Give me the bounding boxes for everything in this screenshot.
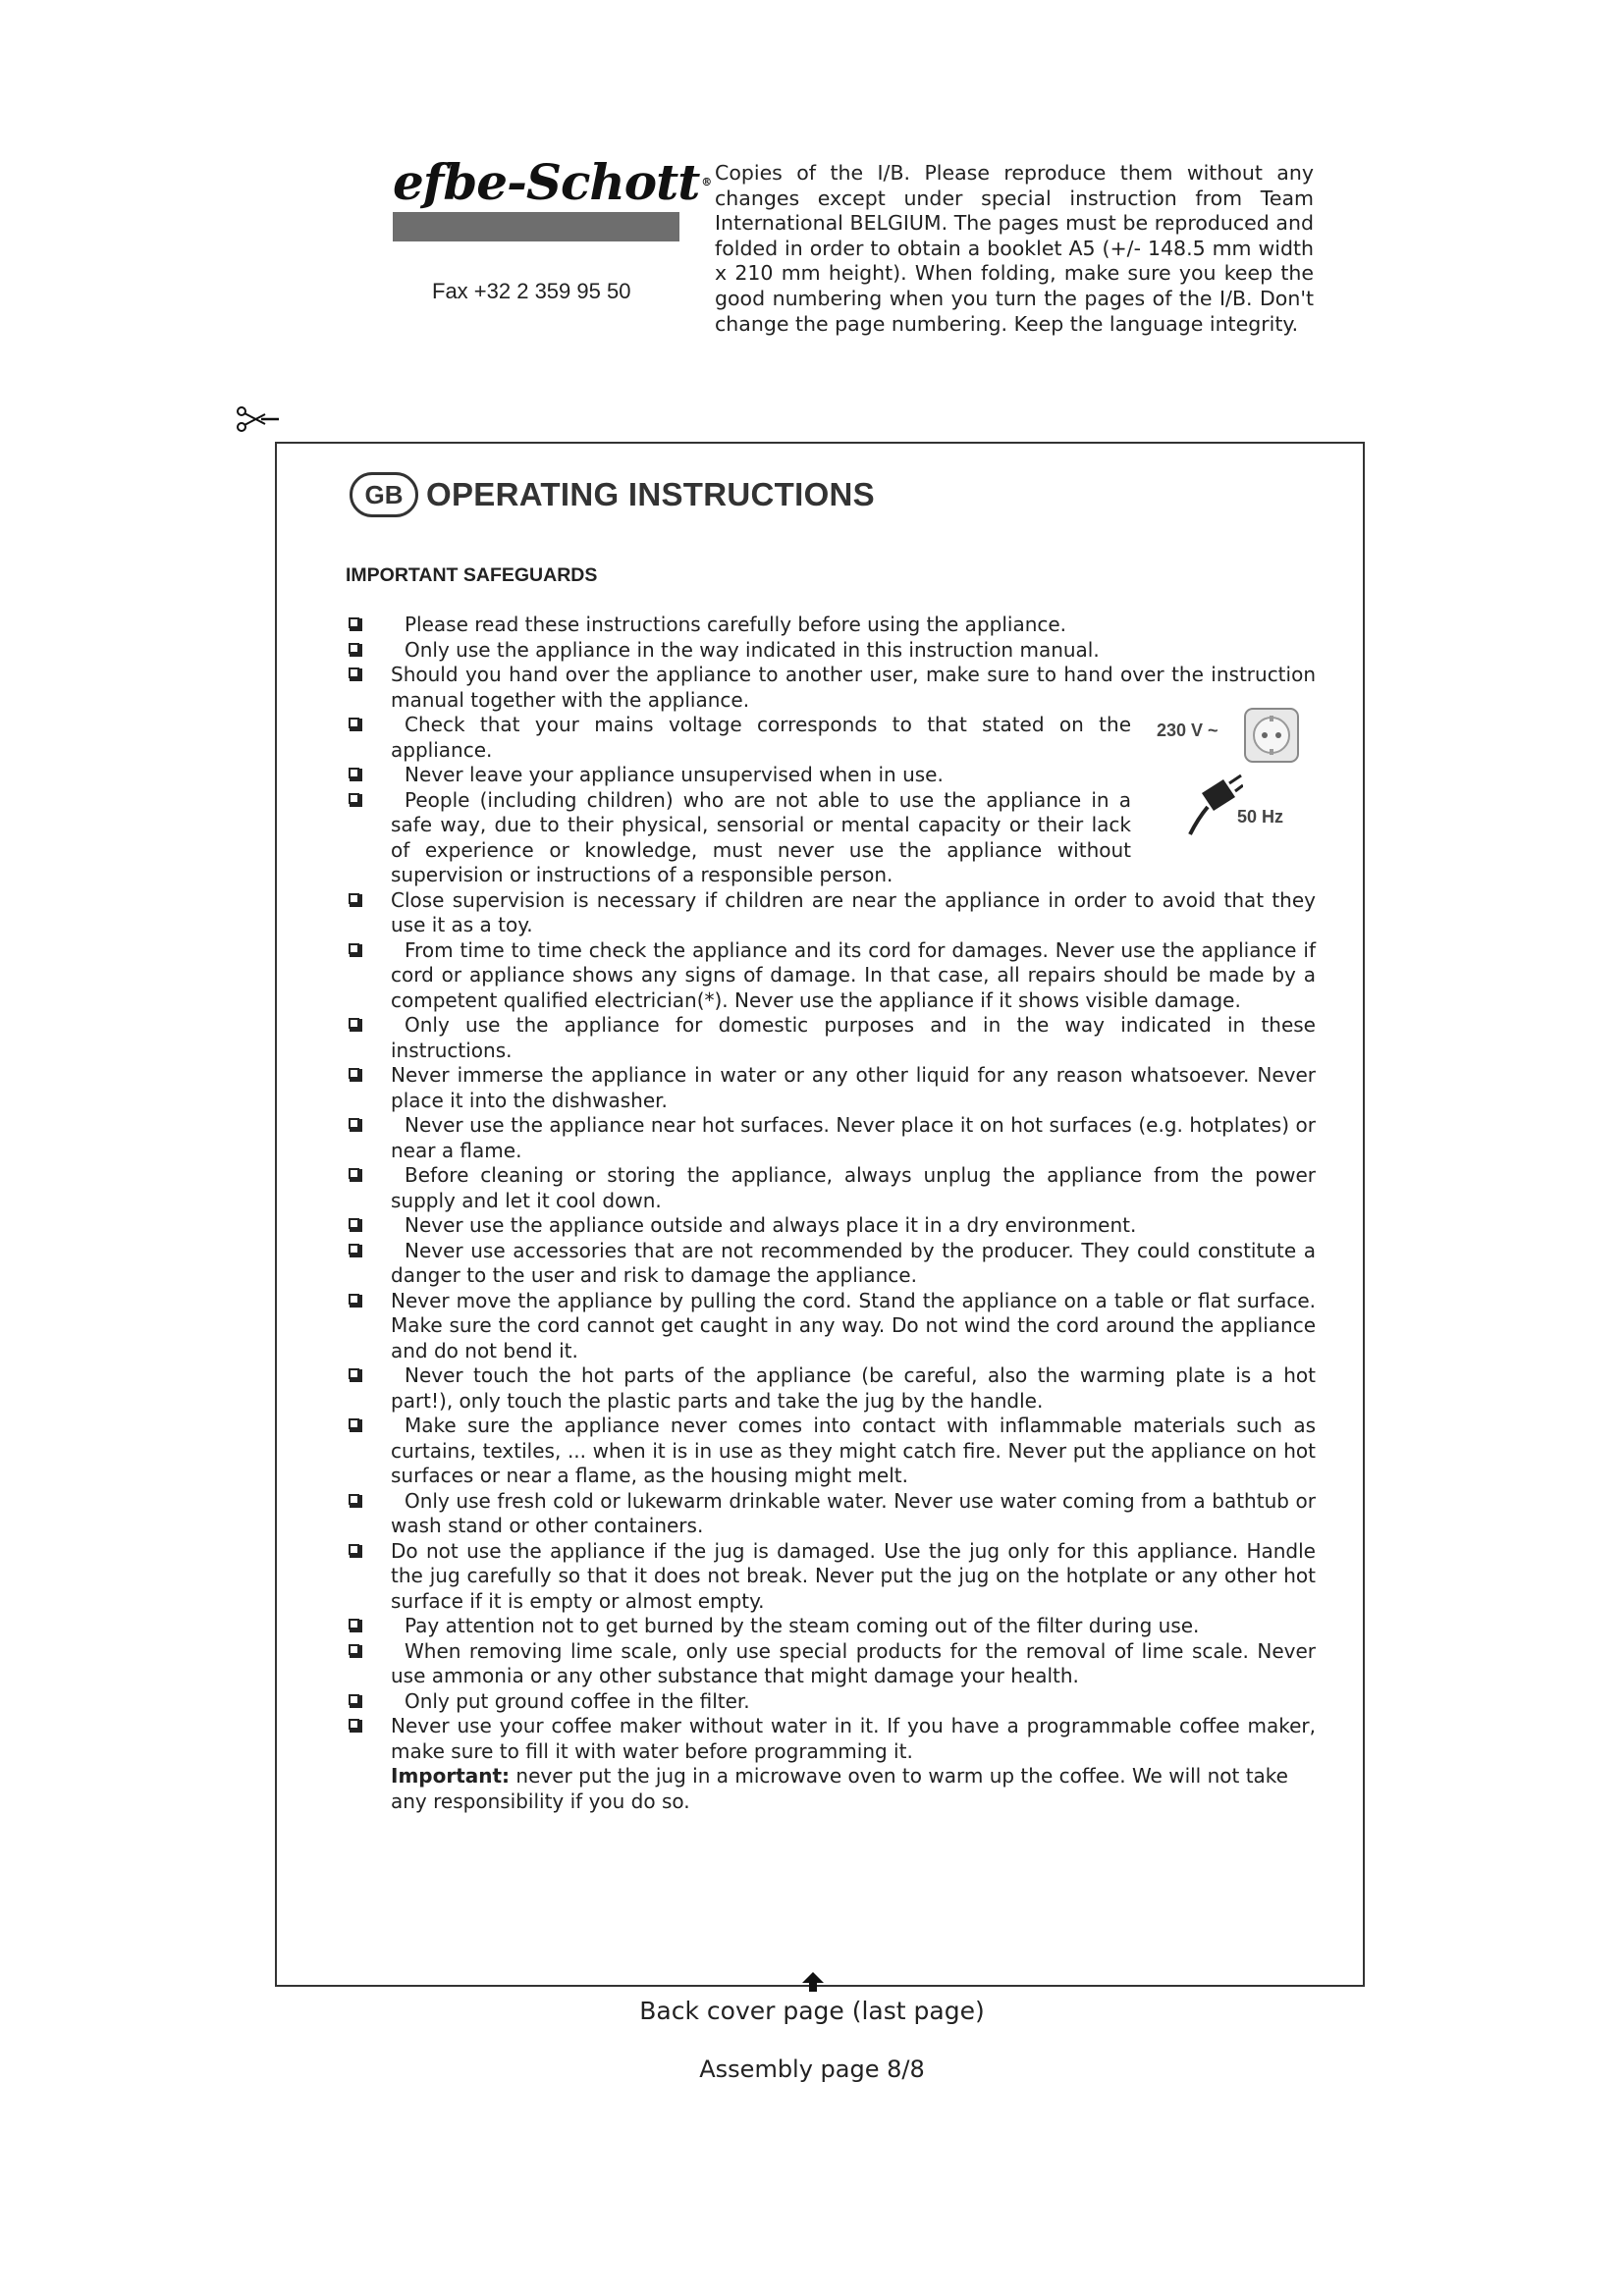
voltage-graphic	[1157, 707, 1304, 854]
list-item: Only use the appliance for domestic purposes and in the way indicated in these instructions.	[277, 1013, 1367, 1063]
fax-number: Fax +32 2 359 95 50	[432, 279, 631, 303]
wall-socket-icon	[1243, 707, 1300, 764]
list-item: Never touch the hot parts of the appliance (be careful, also the warming plate is a hot part!), only touch the plastic parts and take the jug by the handle.	[277, 1363, 1367, 1414]
checkbox-bullet-icon	[349, 893, 359, 904]
checkbox-bullet-icon	[349, 667, 359, 678]
list-item: Close supervision is necessary if children are near the appliance in order to avoid that they use it as a toy.	[277, 888, 1367, 938]
list-item: When removing lime scale, only use special products for the removal of lime scale. Never use ammonia or any other substance that might damage your health.	[277, 1639, 1367, 1689]
list-item: From time to time check the appliance and its cord for damages. Never use the appliance if cord or appliance shows any signs of damage. In that case, all repairs should be made by a competent qualified electrician(*). Never use the appliance if it shows visible damage.	[277, 938, 1367, 1014]
list-item: Only use the appliance in the way indicated in this instruction manual.	[277, 638, 1367, 664]
list-item: Make sure the appliance never comes into contact with inflammable materials such as curtains, textiles, ... when it is in use as they might catch fire. Never put the appliance on hot surfaces or near a flame, as the housing might melt.	[277, 1414, 1367, 1489]
checkbox-bullet-icon	[349, 1244, 359, 1255]
checkbox-bullet-icon	[349, 1644, 359, 1655]
list-item: Never use your coffee maker without water in it. If you have a programmable coffee maker, make sure to fill it with water before programming it.	[277, 1714, 1367, 1764]
checkbox-bullet-icon	[349, 1619, 359, 1629]
important-label: Important:	[391, 1764, 511, 1788]
checkbox-bullet-icon	[349, 793, 359, 804]
checkbox-bullet-icon	[349, 1544, 359, 1555]
copies-note: Copies of the I/B. Please reproduce them without any changes except under special instruction from Team International BELGIUM. The pages must be reproduced and folded in order to obtain a booklet A5 (+/- 148.5 mm width x 210 mm height). When folding, make sure you keep the good numbering when you turn the pages of the I/B. Don't change the page numbering. Keep the language integrity.	[715, 161, 1314, 336]
safeguards-heading: IMPORTANT SAFEGUARDS	[346, 564, 598, 586]
list-item: Pay attention not to get burned by the steam coming out of the filter during use.	[277, 1614, 1367, 1639]
page-title	[350, 469, 875, 520]
assembly-page-label: Assembly page 8/8	[699, 2056, 925, 2083]
checkbox-bullet-icon	[349, 643, 359, 654]
checkbox-bullet-icon	[349, 1218, 359, 1229]
brand-logo	[393, 153, 712, 241]
checkbox-bullet-icon	[349, 1494, 359, 1505]
list-item: Check that your mains voltage corresponds to that stated on the appliance.	[277, 713, 1367, 763]
language-badge: GB	[350, 472, 418, 517]
checkbox-bullet-icon	[349, 1294, 359, 1305]
arrow-up-icon	[800, 1970, 826, 1994]
list-item: Should you hand over the appliance to another user, make sure to hand over the instruction manual together with the appliance.	[277, 663, 1367, 713]
list-item: Do not use the appliance if the jug is damaged. Use the jug only for this appliance. Handle the jug carefully so that it does not break. Never put the jug on the hotplate or any other hot surface if it is empty or almost empty.	[277, 1539, 1367, 1615]
list-item: Only put ground coffee in the filter.	[277, 1689, 1367, 1715]
instructions-page	[275, 442, 1365, 1987]
list-item: Before cleaning or storing the appliance, always unplug the appliance from the power supply and let it cool down.	[277, 1163, 1367, 1213]
scissors-icon	[236, 405, 279, 433]
checkbox-bullet-icon	[349, 943, 359, 954]
checkbox-bullet-icon	[349, 1694, 359, 1705]
back-cover-label: Back cover page (last page)	[639, 1997, 985, 2025]
plug-icon	[1188, 770, 1243, 838]
checkbox-bullet-icon	[349, 1719, 359, 1730]
list-item: People (including children) who are not able to use the appliance in a safe way, due to their physical, sensorial or mental capacity or their lack of experience or knowledge, must never use the appliance without supervision or instructions of a responsible person.	[277, 788, 1367, 888]
checkbox-bullet-icon	[349, 617, 359, 628]
checkbox-bullet-icon	[349, 1118, 359, 1129]
page-heading: OPERATING INSTRUCTIONS	[426, 476, 875, 512]
important-note	[277, 1764, 1367, 1814]
checkbox-bullet-icon	[349, 1168, 359, 1179]
checkbox-bullet-icon	[349, 1368, 359, 1379]
list-item: Only use fresh cold or lukewarm drinkable water. Never use water coming from a bathtub or wash stand or other containers.	[277, 1489, 1367, 1539]
list-item: Never immerse the appliance in water or any other liquid for any reason whatsoever. Never place it into the dishwasher.	[277, 1063, 1367, 1113]
checkbox-bullet-icon	[349, 1018, 359, 1029]
important-text: never put the jug in a microwave oven to warm up the coffee. We will not take any responsibility if you do so.	[391, 1764, 1288, 1813]
registered-mark: ®	[701, 176, 712, 188]
checkbox-bullet-icon	[349, 1418, 359, 1429]
list-item: Never move the appliance by pulling the cord. Stand the appliance on a table or flat surface. Make sure the cord cannot get caught in any way. Do not wind the cord around the appliance and do not bend it.	[277, 1289, 1367, 1364]
frequency-label: 50 Hz	[1237, 807, 1284, 827]
checkbox-bullet-icon	[349, 718, 359, 728]
list-item: Never use the appliance outside and always place it in a dry environment.	[277, 1213, 1367, 1239]
list-item: Never use the appliance near hot surfaces. Never place it on hot surfaces (e.g. hotplates) or near a flame.	[277, 1113, 1367, 1163]
list-item: Please read these instructions carefully before using the appliance.	[277, 613, 1367, 638]
voltage-label: 230 V ~	[1157, 721, 1218, 740]
logo-text: efbe-Schott ®	[393, 153, 712, 211]
checkbox-bullet-icon	[349, 768, 359, 778]
checkbox-bullet-icon	[349, 1068, 359, 1079]
logo-bar	[393, 212, 679, 241]
list-item: Never leave your appliance unsupervised when in use.	[277, 763, 1367, 788]
list-item: Never use accessories that are not recommended by the producer. They could constitute a danger to the user and risk to damage the appliance.	[277, 1239, 1367, 1289]
